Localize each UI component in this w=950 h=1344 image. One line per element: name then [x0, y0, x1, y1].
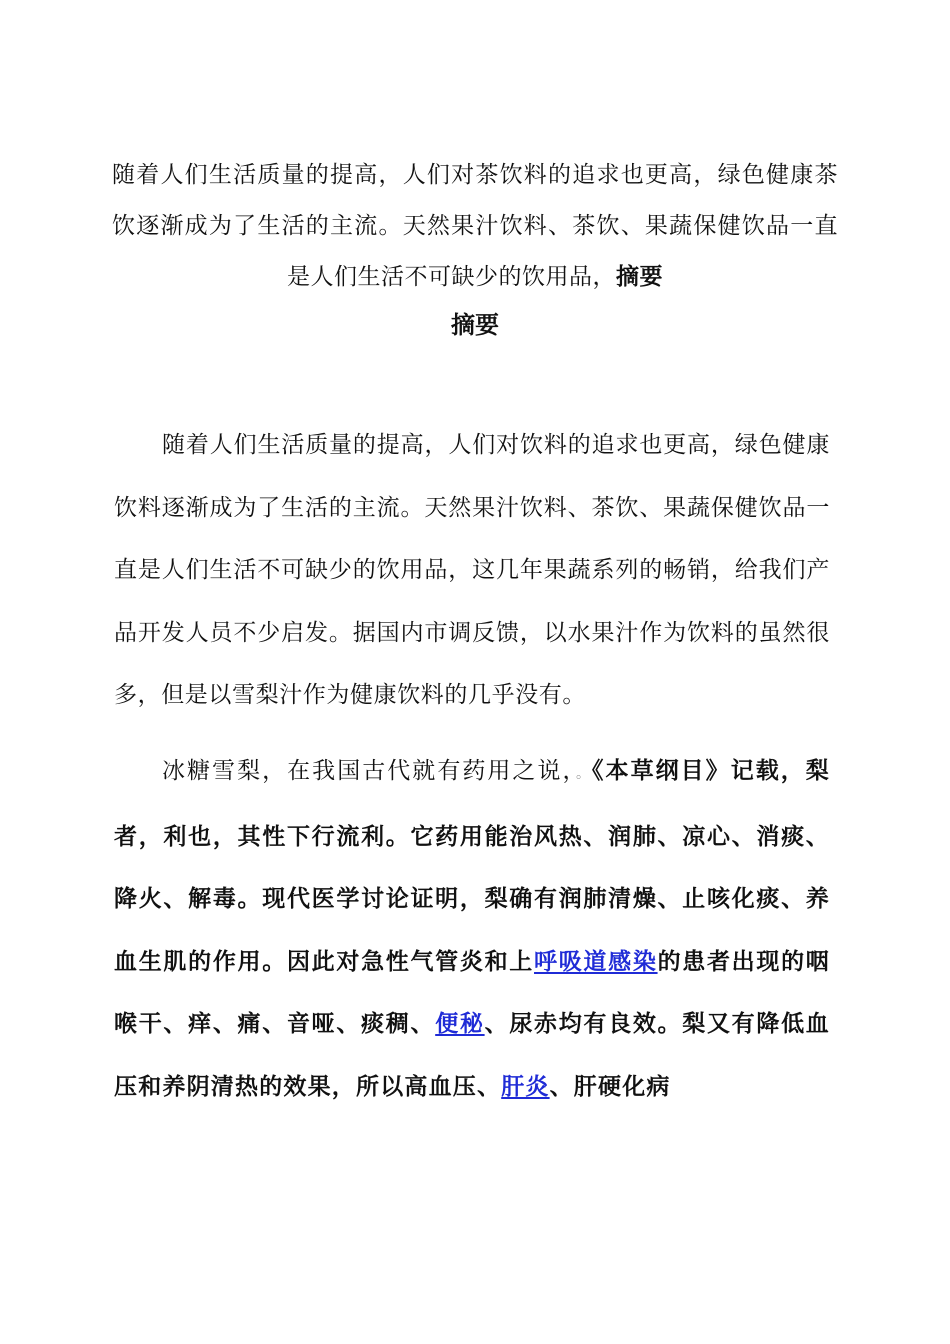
paragraph2-part2: 的患者出现的咽喉干、痒、痛、音哑、痰稠、 — [114, 947, 831, 1037]
body-paragraph-1: 随着人们生活质量的提高，人们对饮料的追求也更高，绿色健康饮料逐渐成为了生活的主流。天然果汁饮料、茶饮、果蔬保健饮品一直是人们生活不可缺少的饮用品，这几年果蔬系列的畅销，给我们产品开发人员不少启发。据国内市调反馈，以水果汁作为饮料的虽然很多，但是以雪梨汁作为健康饮料的几乎没有。 — [114, 432, 830, 708]
paragraph2-lead: 冰糖雪梨，在我国古代就有药用之说， — [162, 758, 576, 784]
paragraph2-dot: 。 — [576, 766, 593, 782]
body-paragraph-2 — [114, 740, 830, 1118]
paragraph2-part4: 、肝硬化病 — [549, 1072, 671, 1100]
intro-paragraph — [112, 150, 838, 303]
intro-text: 随着人们生活质量的提高，人们对茶饮料的追求也更高，绿色健康茶饮逐渐成为了生活的主流。天然果汁饮料、茶饮、果蔬保健饮品一直是人们生活不可缺少的饮用品， — [112, 162, 838, 290]
link-hepatitis[interactable]: 肝炎 — [501, 1072, 550, 1100]
intro-tail: 摘要 — [616, 264, 663, 290]
link-respiratory-infection[interactable]: 呼吸道感染 — [534, 947, 658, 975]
abstract-heading: 摘要 — [451, 311, 499, 339]
link-constipation[interactable]: 便秘 — [435, 1010, 485, 1037]
paragraph2-part3: 、尿赤均有良效。梨又有降低血压和养阴清热的效果，所以高血压、 — [114, 1010, 830, 1100]
paragraph2-part1: 《本草纲目》记载，梨者，利也，其性下行流利。它药用能治风热、润肺、凉心、消痰、降火、解毒。现代医学讨论证明，梨确有润肺清燥、止咳化痰、养血生肌的作用。因此对急性气管炎和上 — [114, 757, 830, 975]
